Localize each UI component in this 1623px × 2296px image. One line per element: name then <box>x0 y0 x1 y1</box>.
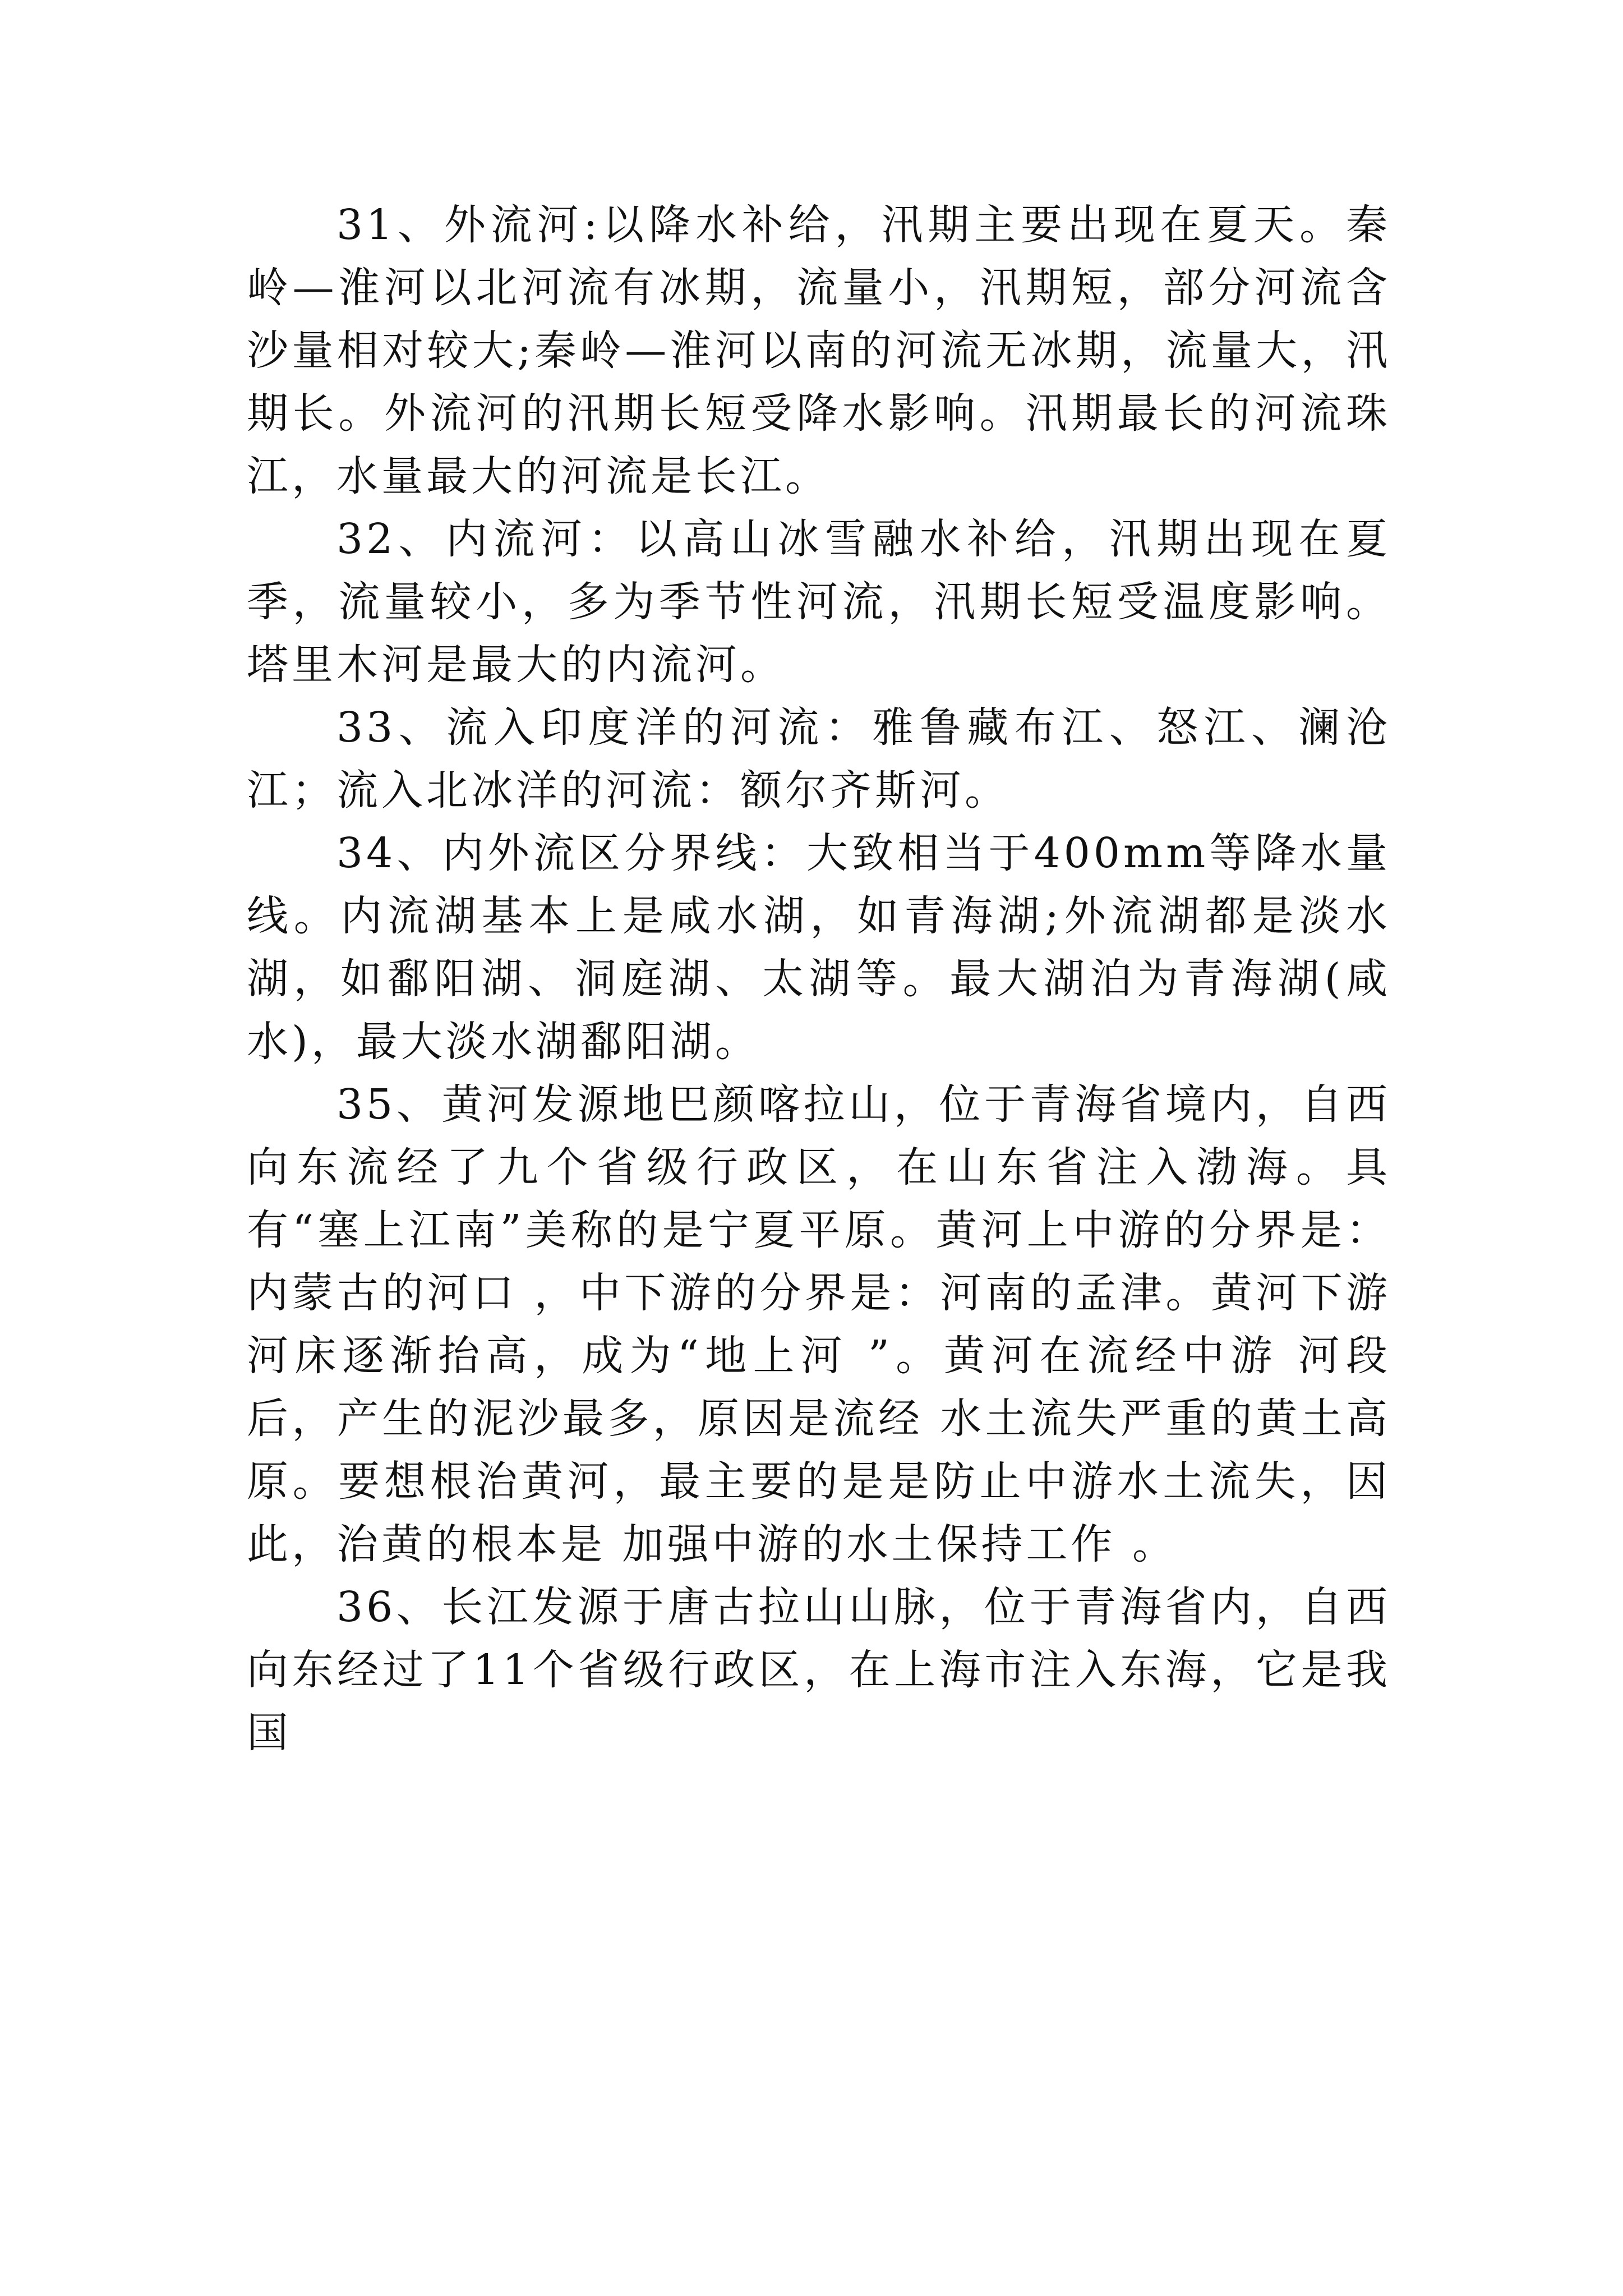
document-body <box>247 194 1391 1764</box>
paragraph-35-yellow-river: 35、黄河发源地巴颜喀拉山，位于青海省境内，自西向东流经了九个省级行政区，在山东省注入渤海。具有“塞上江南”美称的是宁夏平原。黄河上中游的分界是：内蒙古的河口 ，中下游的分界是：河南的孟津。黄河下游河床逐渐抬高，成为“地上河 ”。黄河在流经中游 河段后，产生的泥沙最多，原因是流经 水土流失严重的黄土高原。要想根治黄河，最主要的是是防止中游水土流失，因此，治黄的根本是 加强中游的水土保持工作 。 <box>247 1080 1391 1568</box>
paragraph-31-outflow-rivers: 31、外流河:以降水补给，汛期主要出现在夏天。秦岭—淮河以北河流有冰期，流量小，汛期短，部分河流含沙量相对较大;秦岭—淮河以南的河流无冰期，流量大，汛期长。外流河的汛期长短受降水影响。汛期最长的河流珠江，水量最大的河流是长江。 <box>247 201 1391 500</box>
paragraph-34-drainage-boundary-lakes: 34、内外流区分界线：大致相当于400mm等降水量线。内流湖基本上是咸水湖，如青海湖;外流湖都是淡水湖，如鄱阳湖、洞庭湖、太湖等。最大湖泊为青海湖(咸水)，最大淡水湖鄱阳湖。 <box>247 829 1391 1066</box>
paragraph-36-yangtze-river: 36、长江发源于唐古拉山山脉，位于青海省内，自西向东经过了11个省级行政区，在上海市注入东海，它是我国 <box>247 1583 1391 1757</box>
paragraph-33-indian-arctic-rivers: 33、流入印度洋的河流：雅鲁藏布江、怒江、澜沧江；流入北冰洋的河流：额尔齐斯河。 <box>247 703 1391 815</box>
paragraph-32-inland-rivers: 32、内流河：以高山冰雪融水补给，汛期出现在夏季，流量较小，多为季节性河流，汛期长短受温度影响。塔里木河是最大的内流河。 <box>247 515 1391 689</box>
